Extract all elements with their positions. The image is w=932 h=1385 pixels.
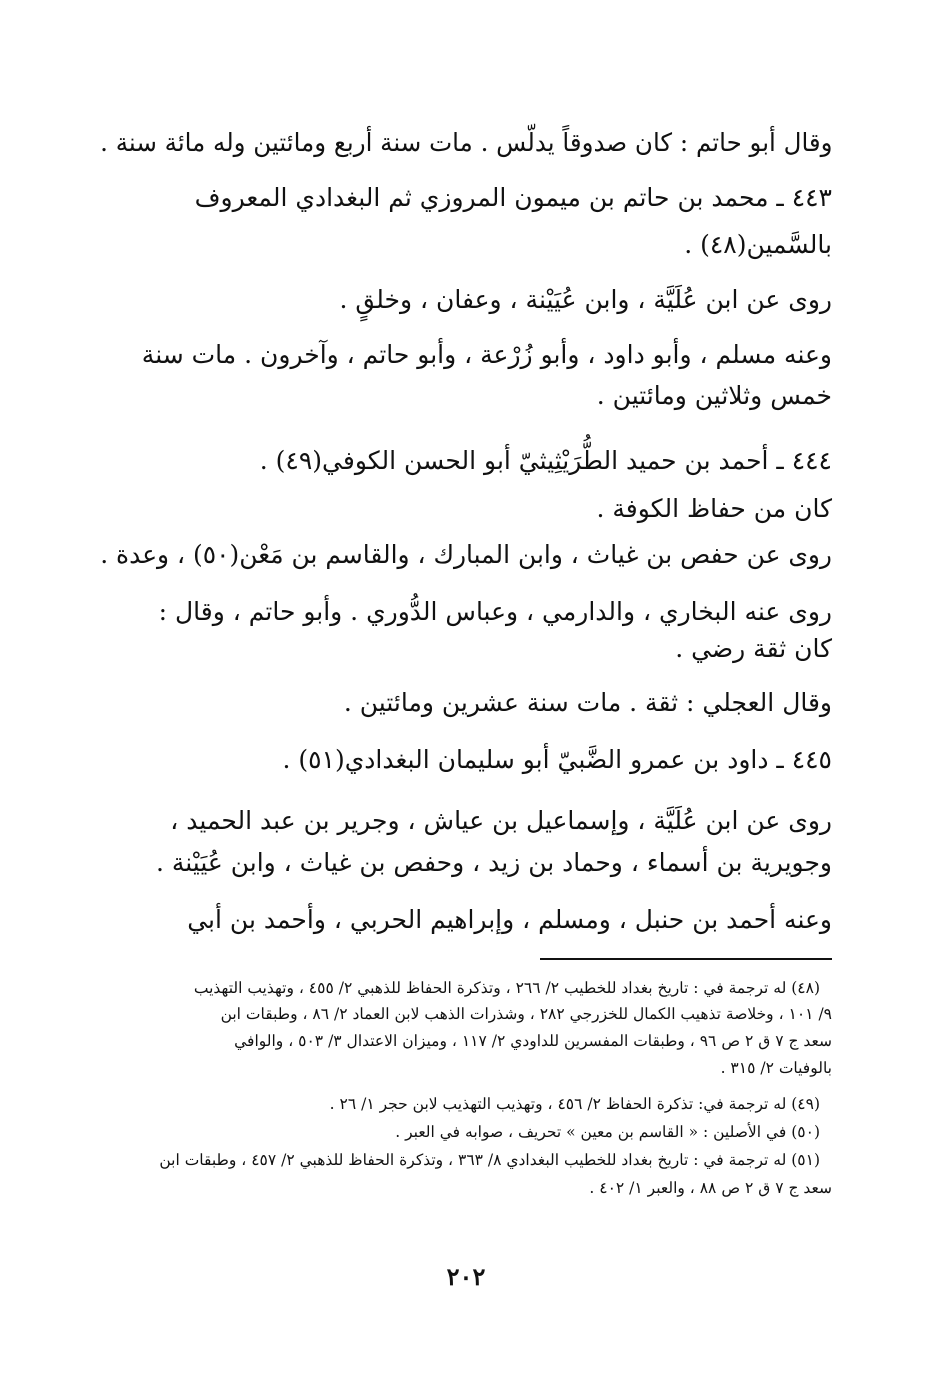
footnote-line: ٩/ ١٠١ ، وخلاصة تذهيب الكمال للخزرجي ٢٨٢ ، وشذرات الذهب لابن العماد ٢/ ٨٦ ، وطبقات ابن: [220, 1005, 832, 1023]
body-line: وعنه مسلم ، وأبو داود ، وأبو زُرْعة ، وأبو حاتم ، وآخرون . مات سنة: [141, 340, 832, 369]
body-line: خمس وثلاثين ومائتين .: [596, 381, 832, 410]
entry-heading-445: ٤٤٥ ـ داود بن عمرو الضَّبيّ أبو سليمان البغدادي(٥١) .: [282, 745, 832, 774]
entry-heading-443: ٤٤٣ ـ محمد بن حاتم بن ميمون المروزي ثم البغدادي المعروف: [194, 183, 832, 212]
body-line: وقال العجلي : ثقة . مات سنة عشرين ومائتين .: [343, 688, 832, 717]
footnote-separator: [540, 958, 832, 960]
entry-heading-444: ٤٤٤ ـ أحمد بن حميد الطُّرَيْثِيثيّ أبو الحسن الكوفي(٤٩) .: [259, 446, 832, 475]
body-line: كان من حفاظ الكوفة .: [596, 494, 832, 523]
body-line: وجويرية بن أسماء ، وحماد بن زيد ، وحفص بن غياث ، وابن عُيَيْنة .: [155, 848, 832, 877]
footnote-line: سعد ج ٧ ق ٢ ص ٩٦ ، وطبقات المفسرين للداودي ٢/ ١١٧ ، وميزان الاعتدال ٣/ ٥٠٣ ، والوافي: [234, 1032, 832, 1050]
footnote-49: (٤٩) له ترجمة في: تذكرة الحفاظ ٢/ ٤٥٦ ، وتهذيب التهذيب لابن حجر ١/ ٢٦ .: [329, 1095, 820, 1113]
body-line: وقال أبو حاتم : كان صدوقاً يدلّس . مات سنة أربع ومائتين وله مائة سنة .: [99, 128, 832, 157]
body-line: روى عن ابن عُلَيَّة ، وإسماعيل بن عياش ، وجرير بن عبد الحميد ،: [170, 806, 832, 835]
body-line: كان ثقة رضي .: [675, 634, 832, 663]
body-line: روى عن حفص بن غياث ، وابن المبارك ، والقاسم بن مَعْن(٥٠) ، وعدة .: [100, 540, 832, 569]
body-line: روى عنه البخاري ، والدارمي ، وعباس الدُّوري . وأبو حاتم ، وقال :: [158, 597, 832, 626]
footnote-51: (٥١) له ترجمة في : تاريخ بغداد للخطيب البغدادي ٨/ ٣٦٣ ، وتذكرة الحفاظ للذهبي ٢/ ٤٥٧ ، وطبقات ابن: [159, 1151, 820, 1169]
body-line: روى عن ابن عُلَيَّة ، وابن عُيَيْنة ، وعفان ، وخلقٍ .: [339, 285, 832, 314]
page-number: ٢٠٢: [446, 1262, 486, 1291]
body-line: بالسَّمين(٤٨) .: [684, 230, 832, 259]
footnote-line: بالوفيات ٢/ ٣١٥ .: [720, 1059, 832, 1077]
body-line: وعنه أحمد بن حنبل ، ومسلم ، وإبراهيم الحربي ، وأحمد بن أبي: [187, 905, 832, 934]
footnote-50: (٥٠) في الأصلين : « القاسم بن معين » تحريف ، صوابه في العبر .: [395, 1123, 820, 1141]
footnote-line: سعد ج ٧ ق ٢ ص ٨٨ ، والعبر ١/ ٤٠٢ .: [589, 1179, 832, 1197]
footnote-48: (٤٨) له ترجمة في : تاريخ بغداد للخطيب ٢/ ٢٦٦ ، وتذكرة الحفاظ للذهبي ٢/ ٤٥٥ ، وتهذيب التهذيب: [193, 979, 820, 997]
